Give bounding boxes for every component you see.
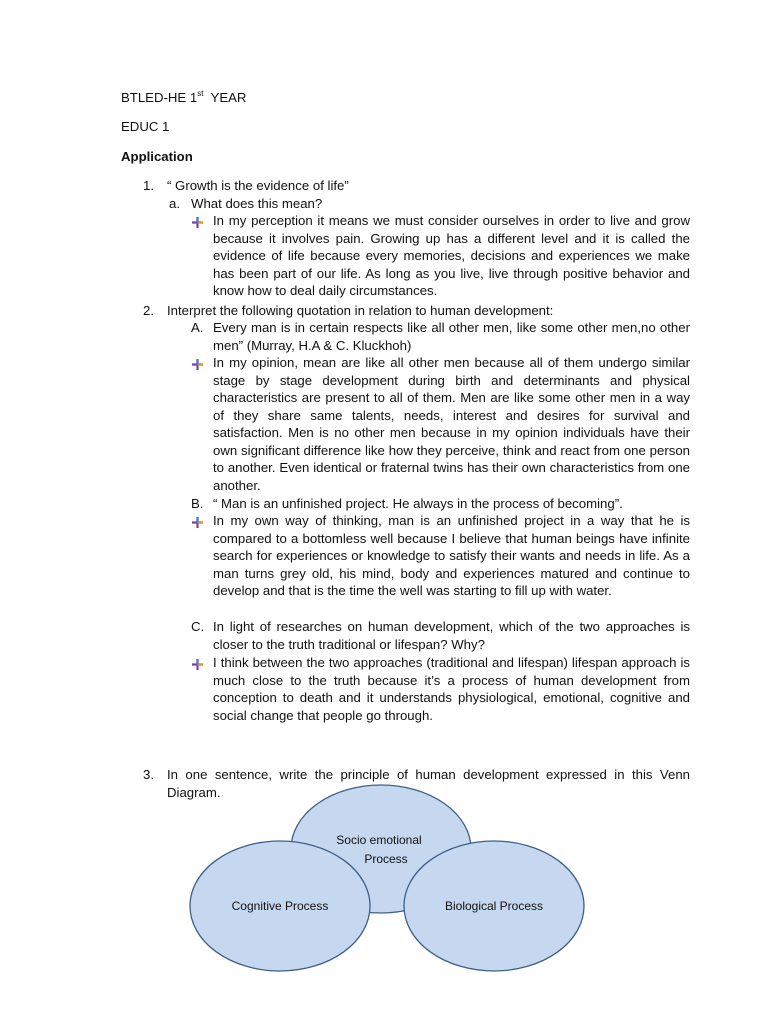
q2-a-number: A. (191, 320, 204, 335)
q2-c-answer: I think between the two approaches (traditional and lifespan) lifespan approach is much close to the truth because it’s a process of human development from conception to death and it understands physiological, emotional, cognitive and social change that people go through. (213, 655, 690, 723)
venn-label-top-line2: Process (364, 852, 408, 866)
q2-c-number: C. (191, 619, 205, 634)
q2-text: Interpret the following quotation in relation to human development: (167, 303, 554, 318)
q1-sub-a-number: a. (169, 196, 180, 211)
q2-c-text: In light of researches on human development, which of the two approaches is closer to the truth traditional or lifespan? Why? (213, 619, 690, 652)
program-name: BTLED-HE 1 (121, 90, 198, 105)
q1-sub-a-text: What does this mean? (191, 196, 323, 211)
q1-answer: In my perception it means we must consider ourselves in order to live and grow because it involves pain. Growing up has a different level and it is called the evidence of life because every memories, decisions and experiences we make has been part of our life. As long as you live, live through positive behavior and know how to deal daily circumstances. (213, 213, 690, 298)
venn-label-right: Biological Process (444, 899, 544, 913)
course-code: EDUC 1 (121, 119, 170, 134)
program-sup: st (197, 89, 204, 98)
q3-text: In one sentence, write the principle of human development expressed in this Venn Diagram. (167, 767, 690, 800)
q3-number: 3. (143, 767, 154, 782)
venn-label-top-line1: Socio emotional (336, 833, 422, 847)
q2-a-text: Every man is in certain respects like all other men, like some other men,no other men” (Murray, H.A & C. Kluckhoh) (213, 320, 690, 353)
program-year: YEAR (210, 90, 247, 105)
q1-text: “ Growth is the evidence of life” (167, 178, 349, 193)
q1-number: 1. (143, 178, 154, 193)
q2-a-answer: In my opinion, mean are like all other men because all of them undergo similar stage by stage development during birth and determinants and physical characteristics are present to all of them. Men are like some other men in a way of they share same talents, needs, interest and desires for survival and satisfaction. Men is no other men because in my opinion individuals have their own significant difference like how they perceive, think and react from one person to another. Even identical or fraternal twins has their own characteristics from one another. (213, 355, 690, 493)
q2-number: 2. (143, 303, 154, 318)
q2-b-text: “ Man is an unfinished project. He always in the process of becoming”. (213, 496, 623, 511)
section-title: Application (121, 149, 193, 164)
venn-label-left: Cognitive Process (231, 899, 329, 913)
q2-b-number: B. (191, 496, 204, 511)
q2-b-answer: In my own way of thinking, man is an unfinished project in a way that he is compared to a bottomless well because I believe that human beings have infinite search for experiences or knowledge to satisfy their wants and needs in life. As a man turns grey old, his mind, body and experiences matured and continue to develop and that is the time the well was starting to fill up with water. (213, 513, 690, 598)
